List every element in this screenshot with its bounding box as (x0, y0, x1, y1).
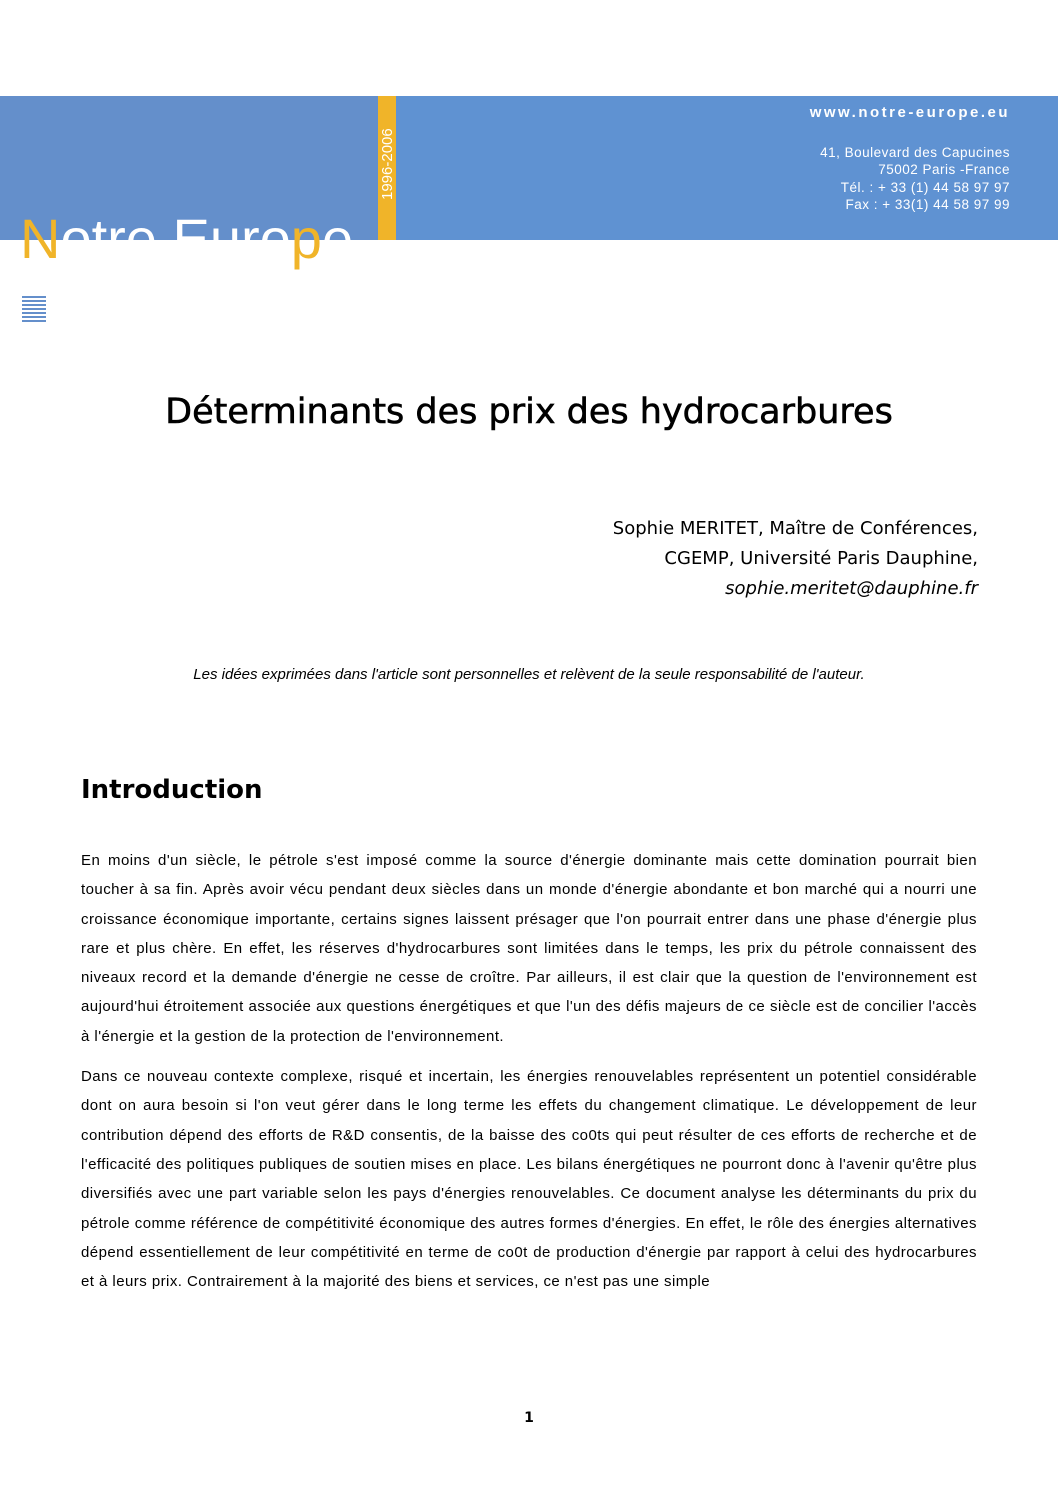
disclaimer: Les idées exprimées dans l'article sont personnelles et relèvent de la seule responsabilité de l'auteur. (193, 666, 865, 683)
logo-wordmark: Notre Europe (20, 207, 354, 270)
author-block (613, 514, 978, 604)
paragraph: Dans ce nouveau contexte complexe, risqué et incertain, les énergies renouvelables représentent un potentiel considérable dont on aura besoin si l'on veut gérer dans le long terme les effets du changement climatique. Le développement de leur contribution dépend des efforts de R&D consentis, de la baisse des co0ts qui peut résulter de ces efforts de recherche et de l'efficacité des politiques publiques de soutien mises en place. Les bilans énergétiques ne pourront donc à l'avenir qu'être plus diversifiés avec une part variable selon les pays d'énergies renouvelables. Ce document analyse les déterminants du prix du pétrole comme référence de compétitivité économique des autres formes d'énergies. En effet, le rôle des énergies alternatives dépend essentiellement de leur compétitivité en terme de co0t de production d'énergie par rapport à celui des hydrocarbures et à leurs prix. Contrairement à la majorité des biens et services, ce n'est pas une simple (81, 1068, 977, 1291)
eu-stars-icon (62, 295, 88, 321)
logo-years: 1996-2006 (379, 128, 396, 200)
page-number: 1 (524, 1410, 534, 1426)
notre-europe-logo (0, 96, 378, 321)
author-email[interactable]: sophie.meritet@dauphine.fr (725, 578, 978, 599)
address-line: 41, Boulevard des Capucines (820, 144, 1010, 160)
contact-info (810, 104, 1010, 214)
fax-line: Fax : + 33(1) 44 58 97 99 (845, 197, 1010, 212)
flag-icon (22, 294, 46, 322)
body-text (81, 846, 977, 1307)
document-title: Déterminants des prix des hydrocarbures (165, 392, 893, 432)
author-affiliation: CGEMP, Université Paris Dauphine, (664, 548, 978, 569)
section-heading: Introduction (81, 775, 263, 805)
logo-tagline: Penser l'unité européenne (98, 296, 355, 321)
phone-line: Tél. : + 33 (1) 44 58 97 97 (840, 179, 1010, 195)
author-name: Sophie MERITET, Maître de Conférences, (612, 518, 978, 539)
address-line: 75002 Paris -France (878, 162, 1010, 177)
paragraph: En moins d'un siècle, le pétrole s'est imposé comme la source d'énergie dominante mais cette domination pourrait bien toucher à sa fin. Après avoir vécu pendant deux siècles dans un monde d'énergie abondante et bon marché qui a nourri une croissance économique importante, certains signes laissent présager que l'on pourrait entrer dans une phase d'énergie plus rare et plus chère. En effet, les réserves d'hydrocarbures sont limitées dans le temps, les prix du pétrole connaissent des niveaux record et la demande d'énergie ne cesse de croître. Par ailleurs, il est clair que la question de l'environnement est aujourd'hui étroitement associée aux questions énergétiques et que l'un des défis majeurs de ce siècle est de concilier l'accès à l'énergie et la gestion de la protection de l'environnement. (81, 852, 977, 1045)
website-link[interactable]: www.notre-europe.eu (809, 104, 1010, 121)
